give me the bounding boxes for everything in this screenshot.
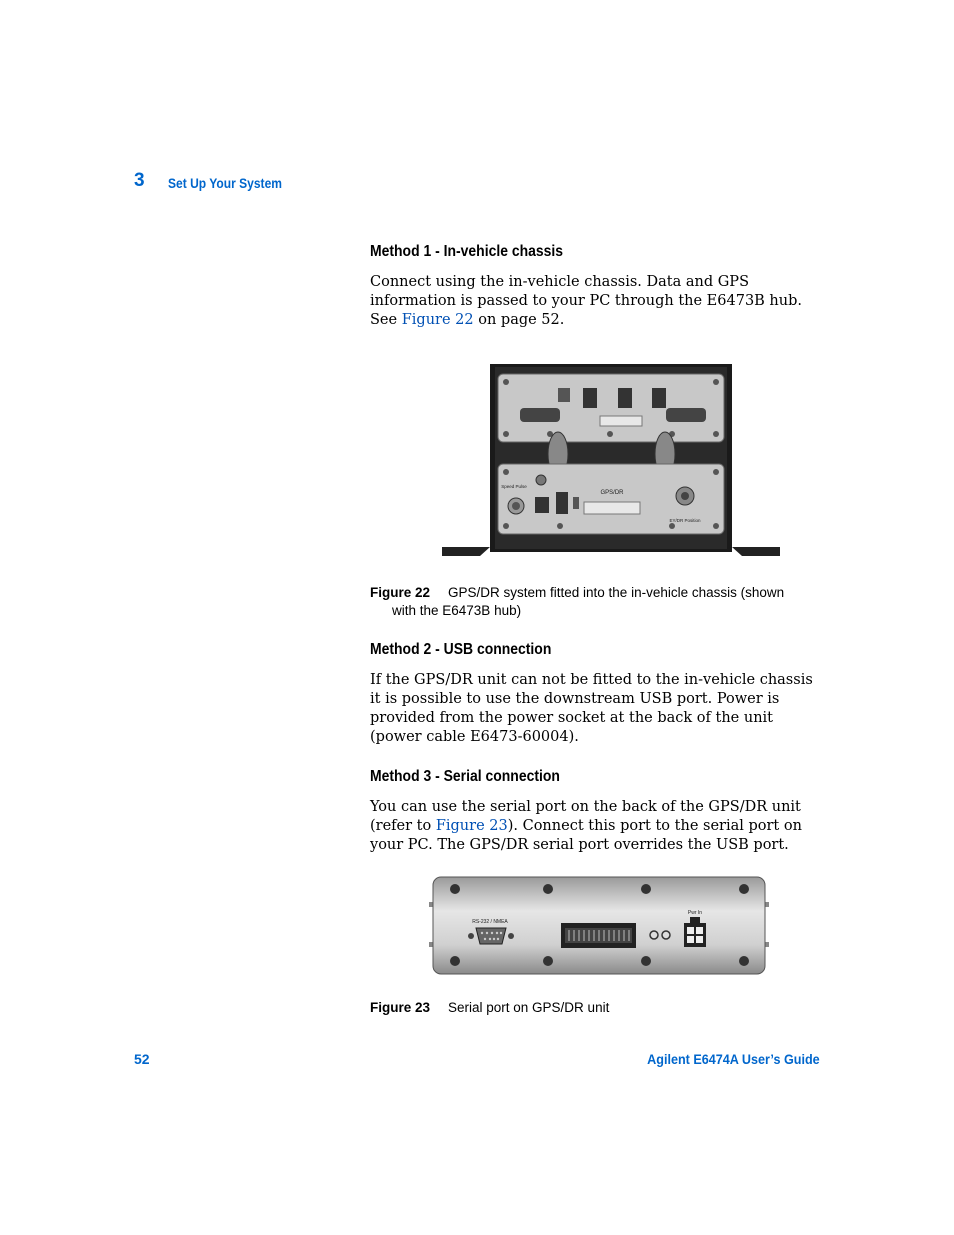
method2-section (370, 641, 572, 659)
figure22-image (440, 364, 782, 562)
position-label: EY/DR Position (669, 518, 701, 523)
figure23-caption-text: Serial port on GPS/DR unit (448, 1000, 610, 1015)
guide-title: Agilent E6474A User’s Guide (647, 1051, 820, 1067)
figure23-link[interactable]: Figure 23 (435, 818, 508, 834)
figure22-link[interactable]: Figure 22 (401, 312, 474, 328)
chassis-illustration (440, 364, 782, 562)
serial-port-label: RS-232 / NMEA (472, 919, 508, 925)
figure23-caption (370, 999, 820, 1017)
page-number: 52 (134, 1051, 150, 1067)
speed-pulse-label: Speed Pulse (501, 484, 527, 489)
gpsdr-label: GPS/DR (600, 490, 624, 496)
method3-heading: Method 3 - Serial connection (370, 768, 560, 785)
method1-text-after: on page 52. (473, 312, 565, 328)
method3-section (370, 768, 581, 786)
figure22-label: Figure 22 (370, 585, 431, 600)
gpsdr-rear-panel-illustration (428, 876, 770, 976)
chapter-title: Set Up Your System (168, 175, 282, 191)
figure22-caption-line2: with the E6473B hub) (392, 603, 522, 618)
method1-section (370, 243, 584, 261)
power-in-label: Pwr In (687, 910, 703, 916)
figure22-caption (370, 584, 820, 620)
method3-text: You can use the serial port on the back of the GPS/DR unit (refer to (370, 799, 801, 834)
figure23-image (428, 876, 770, 976)
chapter-number: 3 (134, 170, 145, 191)
method2-paragraph: If the GPS/DR unit can not be fitted to the in-vehicle chassis it is possible to use the downstream USB port. Power is provided from the power socket at the back of the unit (power cable E6473-60004). (370, 672, 813, 745)
figure22-caption-line1: GPS/DR system fitted into the in-vehicle chassis (shown (448, 585, 785, 600)
method1-paragraph (370, 273, 820, 330)
figure23-label: Figure 23 (370, 1000, 431, 1015)
method3-paragraph (370, 798, 820, 855)
method2-heading: Method 2 - USB connection (370, 641, 552, 658)
method1-text: Connect using the in-vehicle chassis. Data and GPS information is passed to your PC through the E6473B hub. See (370, 274, 803, 328)
method3-text-after: ). Connect this port to the serial port on your PC. The GPS/DR serial port overrides the USB port. (370, 818, 802, 853)
method1-heading: Method 1 - In-vehicle chassis (370, 243, 564, 260)
